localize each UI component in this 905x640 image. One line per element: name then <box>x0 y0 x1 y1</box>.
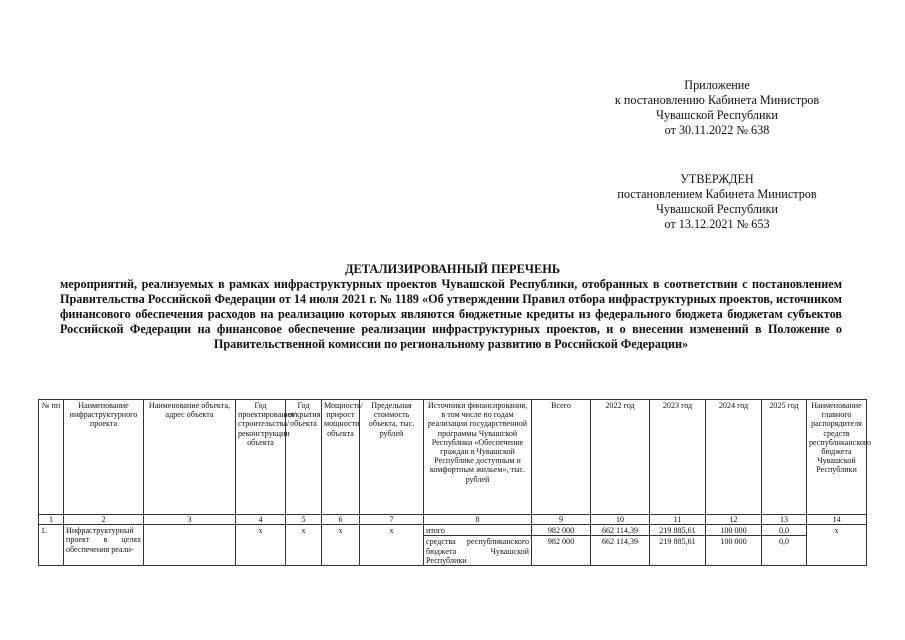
source-total: 982 000 <box>532 536 591 566</box>
source-2022: 662 114,39 <box>591 536 650 566</box>
source-2025: 0,0 <box>762 536 807 566</box>
appendix-line-4: от 30.11.2022 № 638 <box>664 123 770 137</box>
header-cell: 2023 год <box>650 400 706 515</box>
column-number: 7 <box>360 515 424 525</box>
header-cell: Наименование инфраструктурного проекта <box>64 400 144 515</box>
budget-manager: х <box>807 525 867 566</box>
year-open: х <box>286 525 322 566</box>
header-cell: 2022 год <box>591 400 650 515</box>
appendix-line-1: Приложение <box>684 78 750 92</box>
column-number: 11 <box>650 515 706 525</box>
appendix-line-3: Чувашской Республики <box>656 108 778 122</box>
column-number: 3 <box>144 515 236 525</box>
header-cell: Всего <box>532 400 591 515</box>
table-row <box>39 525 867 536</box>
source-2024: 100 000 <box>706 536 762 566</box>
approved-line-3: Чувашской Республики <box>656 202 778 216</box>
year-design: х <box>236 525 286 566</box>
object-name <box>144 525 236 566</box>
header-cell: Год открытия объекта <box>286 400 322 515</box>
document-title: ДЕТАЛИЗИРОВАННЫЙ ПЕРЕЧЕНЬ <box>344 262 561 276</box>
header-cell: Источники финансирования, в том числе по годам реализации государственной программы Чувашской Республики «Обеспечение граждан в Чувашской Республике доступным и комфортным жильем», тыс. рублей <box>424 400 532 515</box>
header-cell: Год проектирования/ строительства/реконструкции объекта <box>236 400 286 515</box>
header-cell: Наименование главного распорядителя средств республиканского бюджета Чувашской Республики <box>807 400 867 515</box>
source-2023: 219 885,61 <box>650 536 706 566</box>
column-number: 13 <box>762 515 807 525</box>
table-header-row <box>39 400 867 515</box>
column-number: 10 <box>591 515 650 525</box>
header-cell: Наименование объекта, адрес объекта <box>144 400 236 515</box>
source-2024: 100 000 <box>706 525 762 536</box>
projects-table <box>38 399 872 566</box>
approved-line-1: УТВЕРЖДЕН <box>680 172 754 186</box>
column-number: 14 <box>807 515 867 525</box>
source-2023: 219 885,61 <box>650 525 706 536</box>
project-name: Инфраструктурный проект в целях обеспечения реали- <box>64 525 144 566</box>
document-subtitle: мероприятий, реализуемых в рамках инфраструктурных проектов Чувашской Республики, отобранных в соответствии с постановлением Правительства Российской Федерации от 14 июля 2021 г. № 1189 «Об утверждении Правил отбора инфраструктурных проектов, источником финансового обеспечения расходов на реализацию которых являются бюджетные кредиты из федерального бюджета бюджетам субъектов Российской Федерации на финансовое обеспечение реализации инфраструктурных проектов, и о внесении изменений в Положение о Правительственной комиссии по региональному развитию в Российской Федерации» <box>60 277 842 351</box>
capacity: х <box>322 525 360 566</box>
max-cost: х <box>360 525 424 566</box>
column-number: 5 <box>286 515 322 525</box>
header-cell: № пп <box>39 400 64 515</box>
column-number: 1 <box>39 515 64 525</box>
column-number: 6 <box>322 515 360 525</box>
appendix-line-2: к постановлению Кабинета Министров <box>614 93 820 107</box>
header-cell: Мощность/ прирост мощности объекта <box>322 400 360 515</box>
column-number: 4 <box>236 515 286 525</box>
approved-line-2: постановлением Кабинета Министров <box>617 187 817 201</box>
approved-line-4: от 13.12.2021 № 653 <box>664 217 770 231</box>
column-number: 8 <box>424 515 532 525</box>
column-number: 2 <box>64 515 144 525</box>
column-number-row <box>39 515 867 525</box>
source-2022: 662 114,39 <box>591 525 650 536</box>
source-total: 982 000 <box>532 525 591 536</box>
header-cell: 2024 год <box>706 400 762 515</box>
source-name: итого <box>424 525 532 536</box>
appendix-block <box>594 78 840 138</box>
header-cell: 2025 год <box>762 400 807 515</box>
source-2025: 0,0 <box>762 525 807 536</box>
approved-block <box>594 172 840 232</box>
column-number: 9 <box>532 515 591 525</box>
source-name: средства республиканского бюджета Чувашской Республики <box>424 536 532 566</box>
row-number: 1. <box>39 525 64 566</box>
column-number: 12 <box>706 515 762 525</box>
header-cell: Предельная стоимость объекта, тыс. рублей <box>360 400 424 515</box>
